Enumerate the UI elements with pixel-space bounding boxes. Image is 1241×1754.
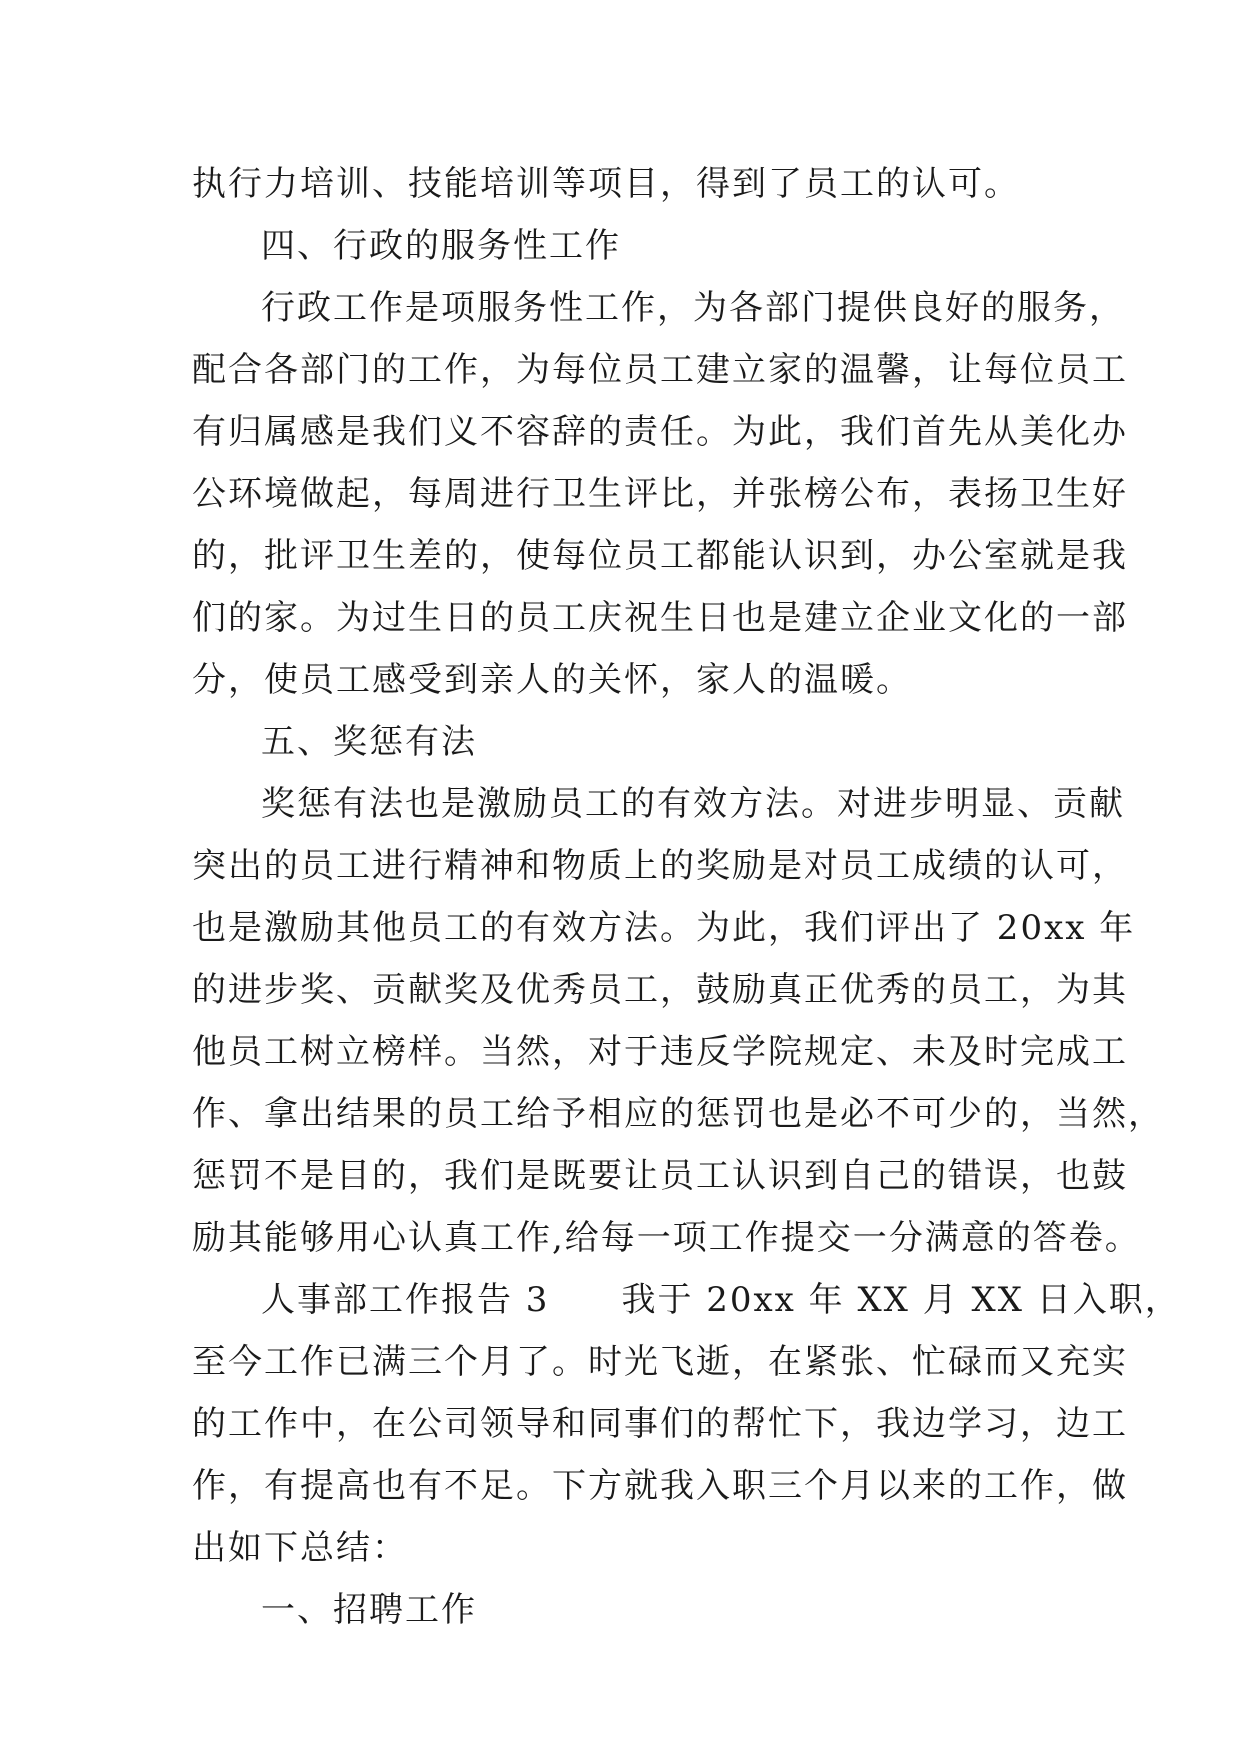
paragraph-line-8: 们的家。为过生日的员工庆祝生日也是建立企业文化的一部 bbox=[192, 598, 1128, 638]
paragraph-line-17: 惩罚不是目的，我们是既要让员工认识到自己的错误，也鼓 bbox=[192, 1156, 1128, 1196]
paragraph-line-21: 的工作中，在公司领导和同事们的帮忙下，我边学习，边工 bbox=[192, 1404, 1128, 1444]
paragraph-line-4: 配合各部门的工作，为每位员工建立家的温馨，让每位员工 bbox=[192, 350, 1128, 390]
report-title-line: 人事部工作报告 3 我于 20xx 年 XX 月 XX 日入职， bbox=[261, 1280, 1181, 1320]
paragraph-line-15: 他员工树立榜样。当然，对于违反学院规定、未及时完成工 bbox=[192, 1032, 1128, 1072]
paragraph-line-23: 出如下总结： bbox=[192, 1528, 408, 1568]
paragraph-line-22: 作，有提高也有不足。下方就我入职三个月以来的工作，做 bbox=[192, 1466, 1128, 1506]
paragraph-line-13: 也是激励其他员工的有效方法。为此，我们评出了 20xx 年 bbox=[192, 908, 1136, 948]
paragraph-line-20: 至今工作已满三个月了。时光飞逝，在紧张、忙碌而又充实 bbox=[192, 1342, 1128, 1382]
section-heading-5: 五、奖惩有法 bbox=[261, 722, 477, 762]
paragraph-line-7: 的，批评卫生差的，使每位员工都能认识到，办公室就是我 bbox=[192, 536, 1128, 576]
section-heading-1: 一、招聘工作 bbox=[261, 1590, 477, 1630]
paragraph-line-5: 有归属感是我们义不容辞的责任。为此，我们首先从美化办 bbox=[192, 412, 1128, 452]
paragraph-line-18: 励其能够用心认真工作,给每一项工作提交一分满意的答卷。 bbox=[192, 1218, 1141, 1258]
paragraph-line-6: 公环境做起，每周进行卫生评比，并张榜公布，表扬卫生好 bbox=[192, 474, 1128, 514]
paragraph-line-1: 执行力培训、技能培训等项目，得到了员工的认可。 bbox=[192, 164, 1020, 204]
paragraph-line-14: 的进步奖、贡献奖及优秀员工，鼓励真正优秀的员工，为其 bbox=[192, 970, 1128, 1010]
section-heading-4: 四、行政的服务性工作 bbox=[261, 226, 621, 266]
paragraph-line-3: 行政工作是项服务性工作，为各部门提供良好的服务， bbox=[261, 288, 1125, 328]
paragraph-line-9: 分，使员工感受到亲人的关怀，家人的温暖。 bbox=[192, 660, 912, 700]
paragraph-line-16: 作、拿出结果的员工给予相应的惩罚也是必不可少的，当然， bbox=[192, 1094, 1164, 1134]
paragraph-line-11: 奖惩有法也是激励员工的有效方法。对进步明显、贡献 bbox=[261, 784, 1125, 824]
paragraph-line-12: 突出的员工进行精神和物质上的奖励是对员工成绩的认可， bbox=[192, 846, 1128, 886]
